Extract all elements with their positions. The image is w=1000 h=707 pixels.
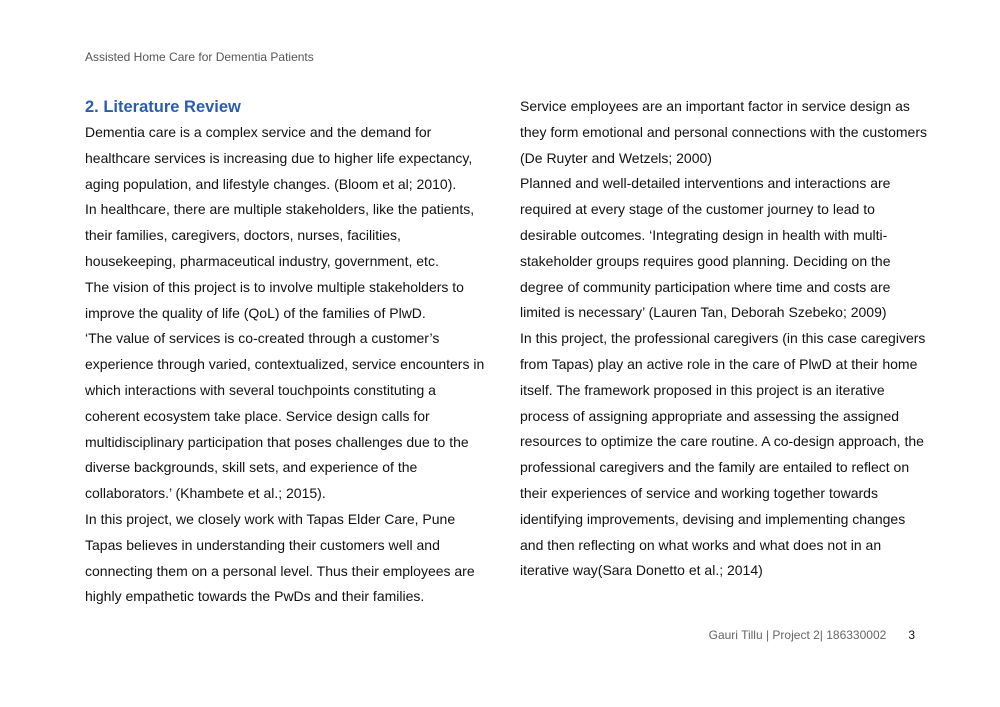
page-footer (709, 628, 915, 642)
page-number: 3 (908, 628, 915, 642)
paragraph: Service employees are an important factor in service design as they form emotional and personal connections with the customers (De Ruyter and Wetzels; 2000) (520, 98, 927, 166)
section-heading: 2. Literature Review (85, 98, 241, 116)
right-column (520, 94, 930, 584)
quote-paragraph: ‘The value of services is co-created through a customer’s experience through varied, contextualized, service encounters in which interactions with several touchpoints constituting a coherent ecosystem take place. Service design calls for multidisciplinary participation that poses challenges due to the diverse backgrounds, skill sets, and experience of the collaborators.’ (Khambete et al.; 2015). (85, 330, 485, 502)
paragraph: In this project, we closely work with Tapas Elder Care, Pune Tapas believes in understanding their customers well and connecting them on a personal level. Thus their employees are highly empathetic towards the PwDs and their families. (85, 510, 475, 605)
paragraph: The vision of this project is to involve multiple stakeholders to improve the quality of life (QoL) of the families of PlwD. (85, 278, 464, 321)
paragraph: Planned and well-detailed interventions and interactions are required at every stage of the customer journey to lead to desirable outcomes. ‘Integrating design in health with multi-stakeholder groups requires good planning. Deciding on the degree of community participation where time and costs are limited is necessary’ (Lauren Tan, Deborah Szebeko; 2009) (520, 175, 891, 321)
left-column (85, 94, 490, 610)
paragraph: Dementia care is a complex service and the demand for healthcare services is increasing due to higher life expectancy, aging population, and lifestyle changes. (Bloom et al; 2010). (85, 124, 473, 192)
paragraph: In this project, the professional caregivers (in this case caregivers from Tapas) play an active role in the care of PlwD at their home itself. The framework proposed in this project is an iterative process of assigning appropriate and assessing the assigned resources to optimize the care routine. A co-design approach, the professional caregivers and the family are entailed to reflect on their experiences of service and working together towards identifying improvements, devising and implementing changes and then reflecting on what works and what does not in an iterative way(Sara Donetto et al.; 2014) (520, 330, 926, 579)
footer-author-line: Gauri Tillu | Project 2| 186330002 (708, 628, 887, 642)
running-header: Assisted Home Care for Dementia Patients (85, 50, 314, 64)
paragraph: In healthcare, there are multiple stakeholders, like the patients, their families, caregivers, doctors, nurses, facilities, housekeeping, pharmaceutical industry, government, etc. (85, 201, 475, 269)
